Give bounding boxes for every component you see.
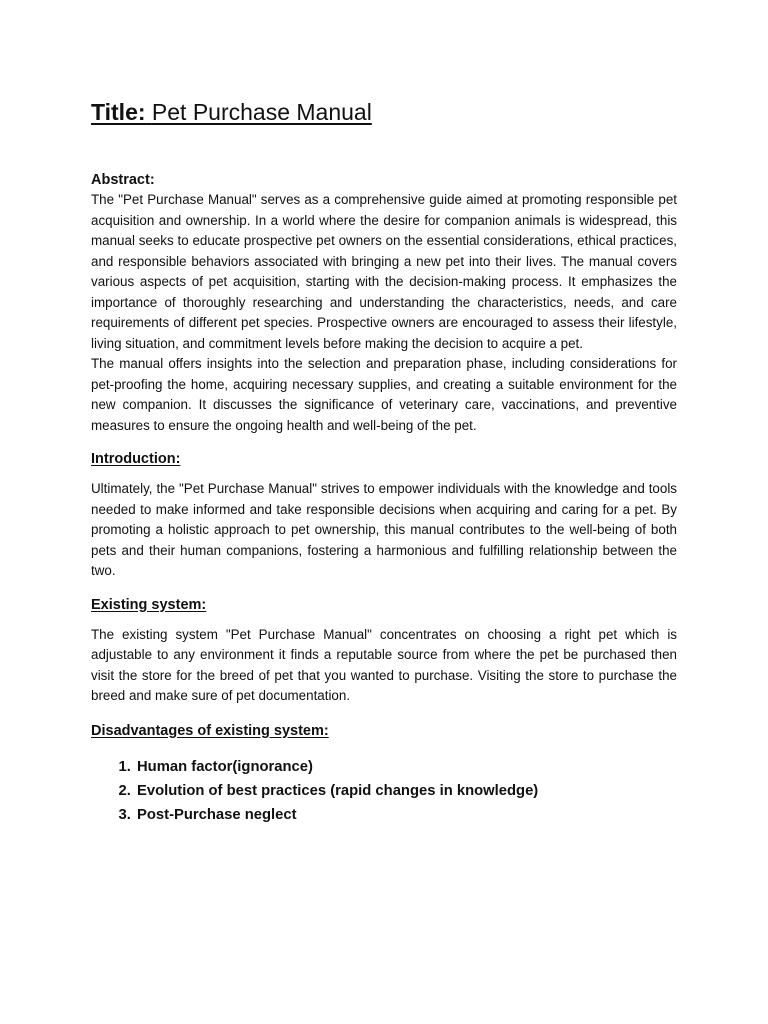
list-item: 3. Post-Purchase neglect [135,803,677,827]
abstract-paragraph-1: The "Pet Purchase Manual" serves as a comprehensive guide aimed at promoting responsible pet acquisition and ownership. In a world where the desire for companion animals is widespread, this manual seeks to educate prospective pet owners on the essential considerations, ethical practices, and responsible behaviors associated with bringing a new pet into their lives. The manual covers various aspects of pet acquisition, starting with the decision-making process. It emphasizes the importance of thoroughly researching and understanding the characteristics, needs, and care requirements of different pet species. Prospective owners are encouraged to assess their lifestyle, living situation, and commitment levels before making the decision to acquire a pet. [91,192,677,351]
introduction-heading: Introduction: [91,451,181,467]
existing-system-paragraph: The existing system "Pet Purchase Manual" concentrates on choosing a right pet which is adjustable to any environment it finds a reputable source from where the pet be purchased then visit the store for the breed of pet that you wanted to purchase. Visiting the store to purchase the breed and make sure of pet documentation. [91,626,677,703]
abstract-heading: Abstract: [91,172,155,188]
document-title [91,96,677,128]
list-item: 2. Evolution of best practices (rapid changes in knowledge) [135,779,677,803]
title-key: Title: [91,99,146,125]
disadvantages-list [91,755,677,827]
title-value: Pet Purchase Manual [151,99,372,125]
existing-system-heading: Existing system: [91,596,207,613]
abstract-paragraph-2: The manual offers insights into the selection and preparation phase, including considerations for pet-proofing the home, acquiring necessary supplies, and creating a suitable environment for the new companion. It discusses the significance of veterinary care, vaccinations, and preventive measures to ensure the ongoing health and well-being of the pet. [91,356,677,433]
disadvantages-heading: Disadvantages of existing system: [91,722,329,739]
introduction-paragraph: Ultimately, the "Pet Purchase Manual" strives to empower individuals with the knowledge and tools needed to make informed and take responsible decisions when acquiring and caring for a pet. By promoting a holistic approach to pet ownership, this manual contributes to the well-being of both pets and their human companions, fostering a harmonious and fulfilling relationship between the two. [91,481,677,578]
document-page [91,96,677,827]
list-item: 1. Human factor(ignorance) [135,755,677,779]
